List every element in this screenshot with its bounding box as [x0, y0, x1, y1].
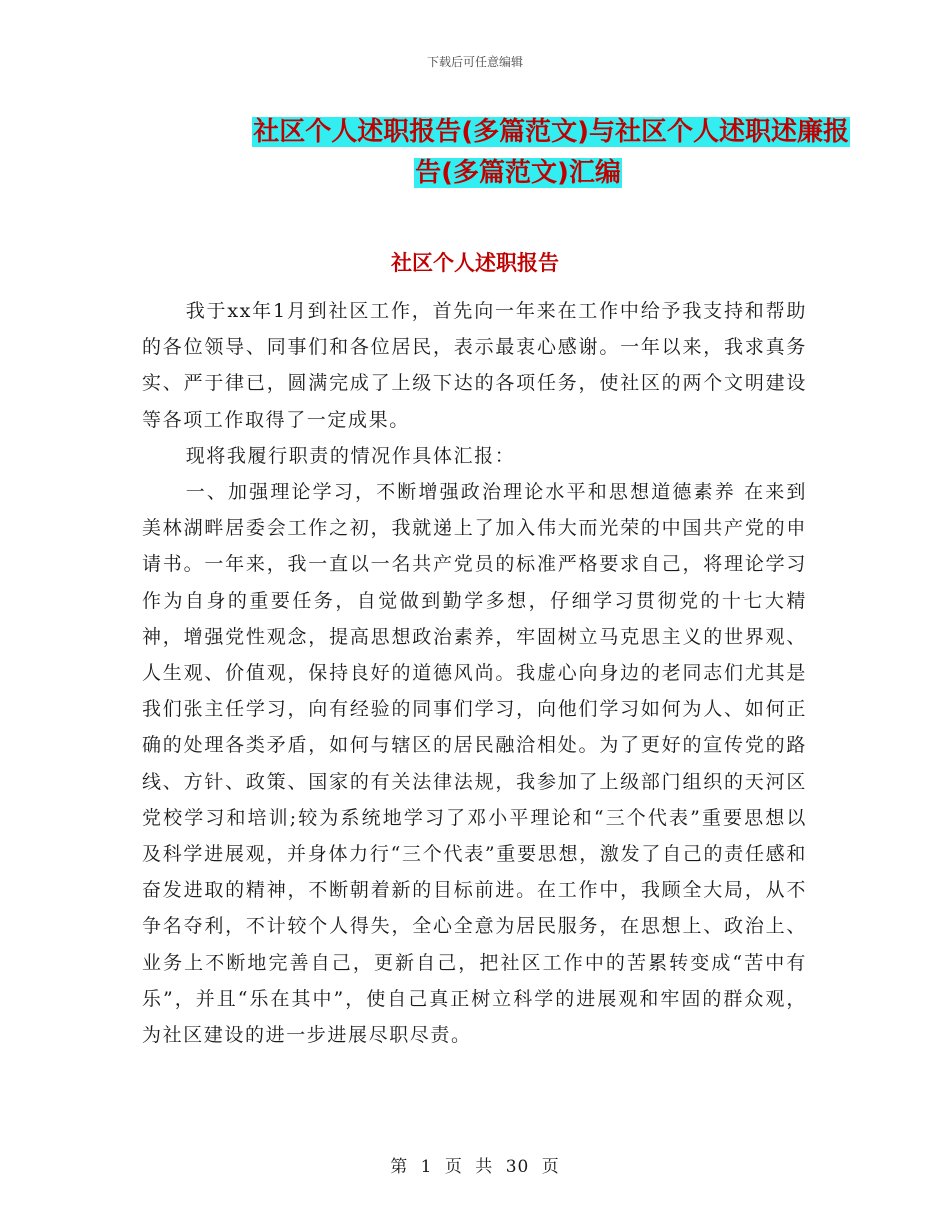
document-title	[150, 112, 850, 194]
document-body	[142, 293, 807, 1053]
title-line-2: 告(多篇范文)汇编	[415, 158, 621, 188]
page-number: 第 1 页 共 30 页	[390, 1157, 560, 1177]
paragraph-theory-study: 一、加强理论学习，不断增强政治理论水平和思想道德素养 在来到美林湖畔居委会工作之初，我就递上了加入伟大而光荣的中国共产党的申请书。一年来，我一直以一名共产党员的标准严格要求自己，将理论学习作为自身的重要任务，自觉做到勤学多想，仔细学习贯彻党的十七大精神，增强党性观念，提高思想政治素养，牢固树立马克思主义的世界观、人生观、价值观，保持良好的道德风尚。我虚心向身边的老同志们尤其是我们张主任学习，向有经验的同事们学习，向他们学习如何为人、如何正确的处理各类矛盾，如何与辖区的居民融洽相处。为了更好的宣传党的路线、方针、政策、国家的有关法律法规，我参加了上级部门组织的天河区党校学习和培训;较为系统地学习了邓小平理论和“三个代表”重要思想以及科学进展观，并身体力行“三个代表”重要思想，激发了自己的责任感和奋发进取的精神，不断朝着新的目标前进。在工作中，我顾全大局，从不争名夺利，不计较个人得失，全心全意为居民服务，在思想上、政治上、业务上不断地完善自己，更新自己，把社区工作中的苦累转变成“苦中有乐”，并且“乐在其中”，使自己真正树立科学的进展观和牢固的群众观，为社区建设的进一步进展尽职尽责。	[142, 481, 807, 1047]
section-title: 社区个人述职报告	[391, 251, 559, 275]
header-note: 下载后可任意编辑	[426, 55, 523, 69]
paragraph-intro: 我于xx年1月到社区工作，首先向一年来在工作中给予我支持和帮助的各位领导、同事们和各位居民，表示最衷心感谢。一年以来，我求真务实、严于律已，圆满完成了上级下达的各项任务，使社区的两个文明建设等各项工作取得了一定成果。	[142, 300, 807, 431]
title-line-1: 社区个人述职报告(多篇范文)与社区个人述职述廉报	[253, 117, 849, 147]
paragraph-report-lead: 现将我履行职责的情况作具体汇报：	[185, 444, 516, 467]
